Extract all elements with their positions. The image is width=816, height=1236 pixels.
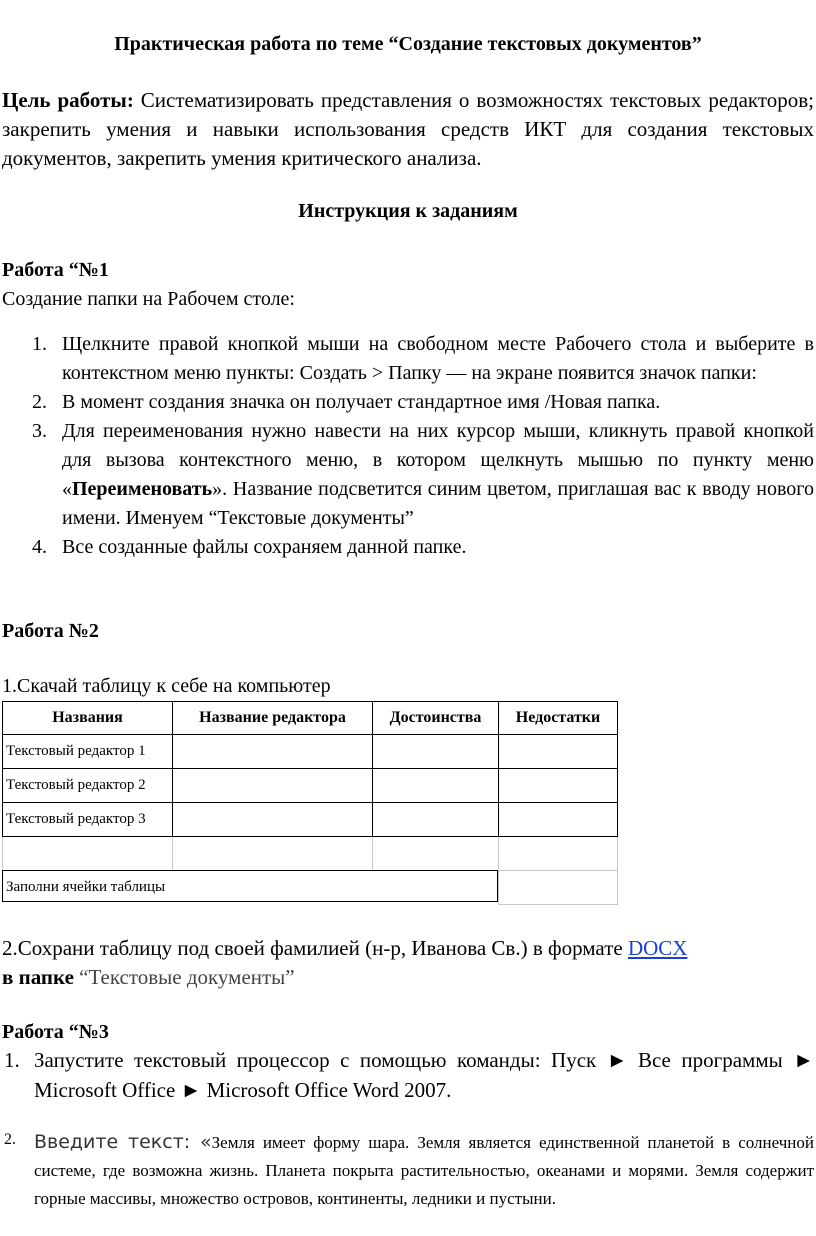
table-row (3, 769, 618, 803)
table-cell: Текстовый редактор 3 (3, 803, 173, 837)
goal-label: Цель работы: (2, 88, 134, 112)
work2-step2 (2, 934, 814, 992)
table-cell-empty[interactable] (499, 837, 618, 871)
work2-step1: 1.Скачай таблицу к себе на компьютер (2, 675, 331, 697)
step-body (34, 1128, 814, 1213)
rename-menu-item-text: Переименовать (72, 478, 213, 500)
step-number: 1. (32, 333, 47, 355)
goal-paragraph (2, 86, 814, 173)
table-row (3, 803, 618, 837)
table-cell-empty[interactable] (173, 803, 373, 837)
work3-heading: Работа “№3 (2, 1021, 109, 1043)
step-text-end: ». Название подсветится синим цветом, приглашая вас к вводу нового имени. Именуем “Текстовые документы” (62, 478, 814, 529)
table-row (3, 837, 618, 871)
step-number: 2. (4, 1131, 16, 1148)
docx-link[interactable]: DOCX (627, 936, 688, 960)
table-header-cell: Названия (3, 702, 173, 735)
step-lead: Введите текст: « (34, 1131, 212, 1153)
step-text: Для переименования нужно навести на них курсор мыши, кликнуть правой кнопкой для вызова контекстного меню, в котором щелкнуть мышью по пункту меню « (62, 420, 814, 500)
table-cell-empty[interactable] (499, 769, 618, 803)
table-cell-empty[interactable] (3, 837, 173, 871)
work1-intro: Создание папки на Рабочем столе: (2, 288, 295, 310)
work3-step2 (2, 1128, 814, 1213)
table-cell-empty[interactable] (499, 735, 618, 769)
table-cell: Текстовый редактор 1 (3, 735, 173, 769)
table-note: Заполни ячейки таблицы (2, 870, 498, 902)
step-text: Все созданные файлы сохраняем данной папке. (62, 536, 467, 558)
table-cell-empty[interactable] (173, 837, 373, 871)
table-cell-empty[interactable] (173, 769, 373, 803)
step2-text: 2.Сохрани таблицу под своей фамилией (н-р, Иванова Св.) в формате (2, 936, 623, 960)
table-cell-empty[interactable] (499, 803, 618, 837)
work1-heading: Работа “№1 (2, 259, 109, 281)
step-number: 4. (32, 536, 47, 558)
list-item (0, 417, 814, 533)
table-header-cell: Достоинства (373, 702, 499, 735)
table-cell-empty[interactable] (373, 837, 499, 871)
table-header-cell: Недостатки (499, 702, 618, 735)
step-text: Запустите текстовый процессор с помощью команды: Пуск ► Все программы ► Microsoft Office ► Microsoft Office Word 2007. (34, 1048, 814, 1102)
step2-folder-name: “Текстовые документы” (79, 965, 295, 989)
list-item (0, 388, 814, 417)
page-title: Практическая работа по теме “Создание текстовых документов” (114, 33, 702, 55)
table-header-row (3, 702, 618, 735)
list-item (0, 330, 814, 388)
step-number: 1. (4, 1048, 20, 1072)
step-number: 3. (32, 420, 47, 442)
step2-folder-prefix: в папке (2, 965, 74, 989)
work1-steps (0, 330, 814, 562)
work3-step1 (2, 1045, 814, 1105)
goal-text: Систематизировать представления о возможностях текстовых редакторов; закрепить умения и навыки использования средств ИКТ для создания текстовых документов, закрепить умения критического анализа. (2, 88, 814, 170)
step-text: Щелкните правой кнопкой мыши на свободном месте Рабочего стола и выберите в контекстном меню пункты: Создать > Папку — на экране появится значок папки: (62, 333, 814, 384)
step-text: В момент создания значка он получает стандартное имя /Новая папка. (62, 391, 661, 413)
table-cell-empty[interactable] (373, 803, 499, 837)
step-number: 2. (32, 391, 47, 413)
work2-heading: Работа №2 (2, 620, 99, 642)
table-cell-empty[interactable] (373, 735, 499, 769)
instructions-heading: Инструкция к заданиям (298, 200, 518, 222)
table-cell-empty[interactable] (373, 769, 499, 803)
list-item (0, 533, 814, 562)
table-cell: Текстовый редактор 2 (3, 769, 173, 803)
table-cell-empty[interactable] (173, 735, 373, 769)
table-cell-empty[interactable] (499, 871, 618, 905)
step-text: Земля имеет форму шара. Земля является единственной планетой в солнечной системе, где возможна жизнь. Планета покрыта растительностью, океанами и морями. Земля содержит горные массивы, множество островов, континенты, ледники и пустыни. (34, 1133, 814, 1208)
table-header-cell: Название редактора (173, 702, 373, 735)
table-row (3, 735, 618, 769)
